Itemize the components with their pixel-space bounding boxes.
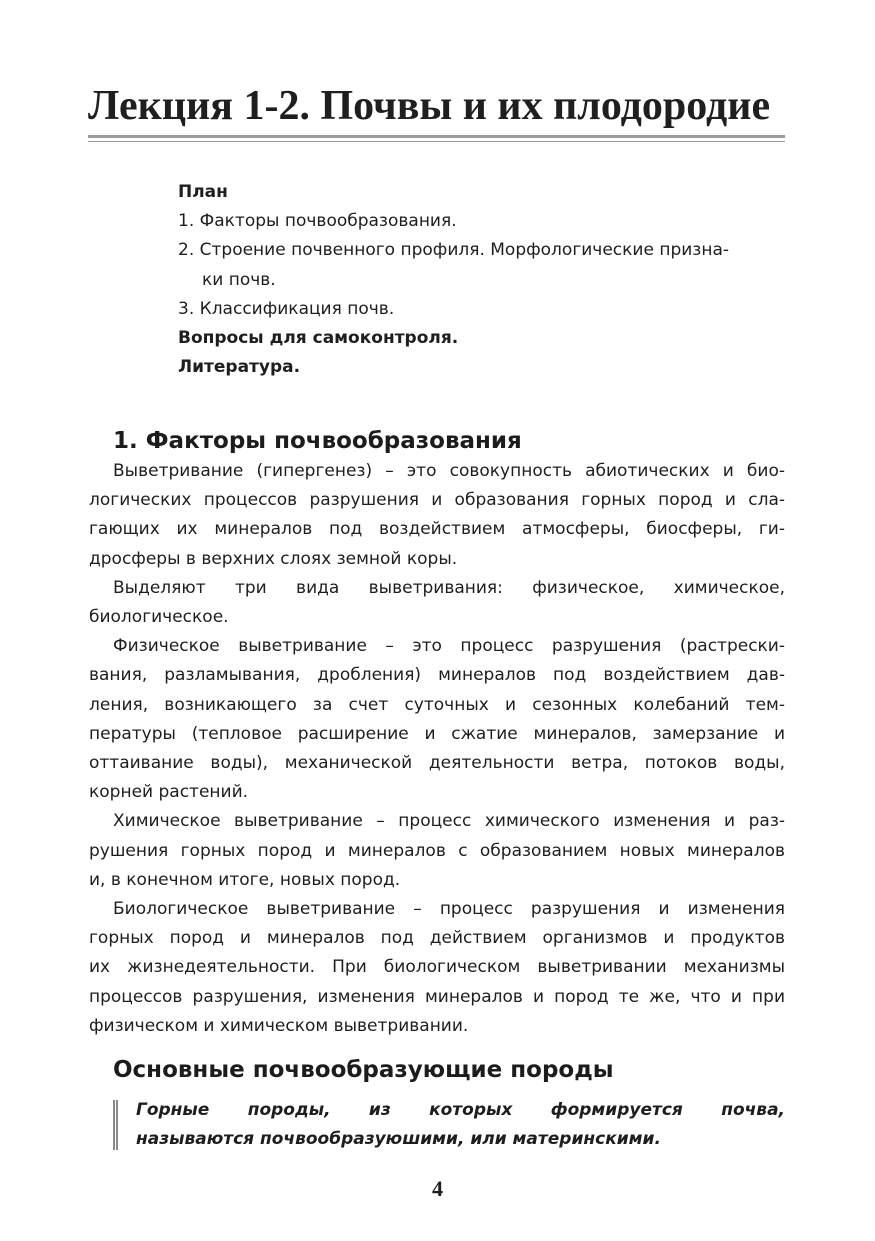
section-heading-parent-rocks: Основные почвообразующие породы — [113, 1057, 614, 1083]
text-line: Биологическое выветривание – процесс разрушения и изменения — [113, 899, 785, 920]
text-line: пературы (тепловое расширение и сжатие минералов, замерзание и — [89, 723, 785, 744]
text-line: корней растений. — [89, 782, 249, 803]
paragraph-weathering-definition — [89, 457, 785, 574]
text-line: Выделяют три вида выветривания: физическое, химическое, — [113, 577, 785, 598]
text-line: биологическое. — [89, 607, 229, 628]
text-line: гающих их минералов под воздействием атмосферы, биосферы, ги- — [89, 519, 785, 540]
text-line: ления, возникающего за счет суточных и сезонных колебаний тем- — [89, 694, 785, 715]
paragraph-chemical-weathering — [89, 807, 785, 895]
title-rule-thin — [88, 141, 785, 142]
plan-questions: Вопросы для самоконтроля. — [178, 328, 459, 349]
plan-item-2-continued: ки почв. — [202, 269, 276, 290]
text-line: Химическое выветривание – процесс химического изменения и раз- — [113, 811, 785, 832]
plan-item-2: 2. Строение почвенного профиля. Морфологические призна- — [178, 240, 729, 261]
text-line: процессов разрушения, изменения минералов и пород те же, что и при — [89, 986, 785, 1007]
callout-line: Горные породы, из которых формируется почва, — [136, 1100, 785, 1120]
plan-heading: План — [178, 182, 228, 202]
text-line: оттаивание воды), механической деятельности ветра, потоков воды, — [89, 753, 785, 774]
page-number: 4 — [432, 1176, 443, 1201]
text-line: рушения горных пород и минералов с образованием новых минералов — [89, 840, 785, 861]
plan-literature: Литература. — [178, 357, 301, 378]
text-line: и, в конечном итоге, новых пород. — [89, 869, 401, 890]
text-line: логических процессов разрушения и образования горных пород и сла- — [89, 490, 785, 511]
lecture-plan — [178, 178, 786, 382]
definition-callout — [113, 1096, 785, 1154]
callout-bar — [113, 1100, 118, 1150]
plan-item-3: 3. Классификация почв. — [178, 298, 395, 319]
callout-text — [113, 1096, 785, 1154]
paragraph-physical-weathering — [89, 632, 785, 807]
text-line: физическом и химическом выветривании. — [89, 1015, 469, 1036]
title-rule-thick — [88, 135, 785, 138]
text-line: вания, разламывания, дробления) минералов под воздействием дав- — [89, 665, 785, 686]
callout-line: называются почвообразуюшими, или материнскими. — [136, 1129, 661, 1150]
text-line: Физическое выветривание – это процесс разрушения (растрески- — [113, 636, 785, 657]
text-line: Выветривание (гипергенез) – это совокупность абиотических и био- — [113, 461, 785, 481]
paragraph-biological-weathering — [89, 895, 785, 1041]
section-1-body — [89, 457, 785, 1041]
plan-item-1: 1. Факторы почвообразования. — [178, 211, 457, 232]
section-heading-soil-formation-factors: 1. Факторы почвообразования — [113, 428, 522, 454]
text-line: горных пород и минералов под действием организмов и продуктов — [89, 928, 785, 949]
text-line: дросферы в верхних слоях земной коры. — [89, 548, 458, 569]
lecture-title: Лекция 1-2. Почвы и их плодородие — [88, 83, 771, 129]
paragraph-weathering-types — [89, 574, 785, 632]
text-line: их жизнедеятельности. При биологическом выветривании механизмы — [89, 957, 785, 978]
